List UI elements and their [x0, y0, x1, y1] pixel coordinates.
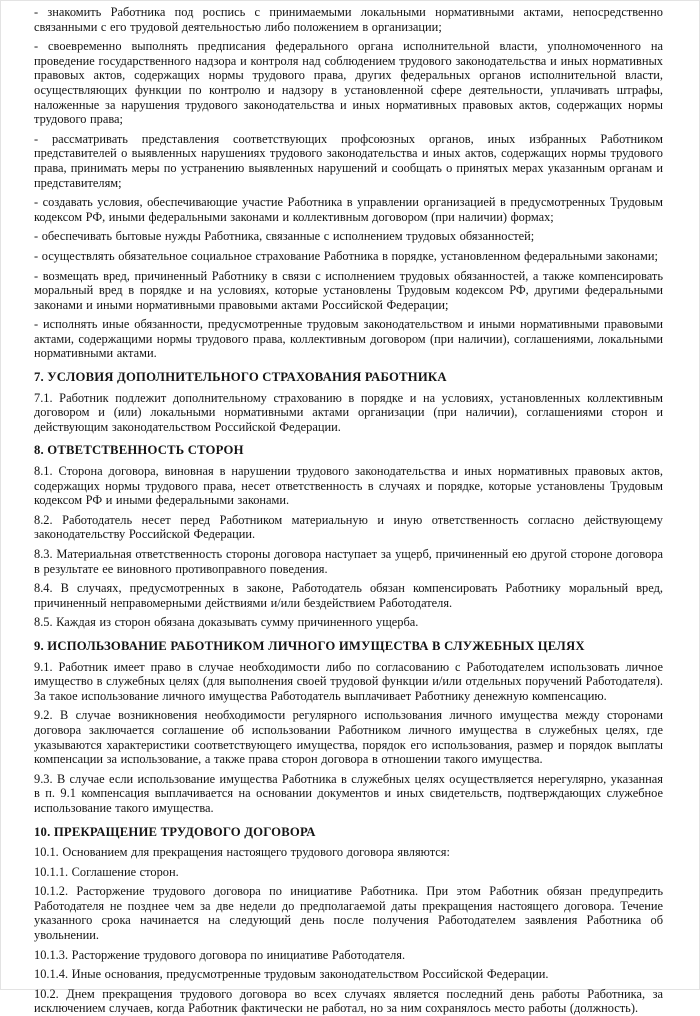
clause-9-2: 9.2. В случае возникновения необходимости регулярного использования личного имущества между сторонами договора заключается соглашение об использовании Работником личного имущества в служебных целях, где указываются характеристики соответствующего имущества, порядок его использования, размер и порядок выплаты компенсации за использование, а также права сторон договора в отношении такого имущества.: [34, 708, 663, 767]
obligation-item: - возмещать вред, причиненный Работнику в связи с исполнением трудовых обязанностей, а также компенсировать моральный вред в порядке и на условиях, которые установлены Трудовым кодексом РФ, другими федеральными законами и иными нормативными правовыми актами Российской Федерации;: [34, 268, 663, 312]
clause-7-1: 7.1. Работник подлежит дополнительному страхованию в порядке и на условиях, установленных коллективным договором и (или) локальными нормативными актами организации (при наличии), соглашениями сторон и действующим законодательством Российской Федерации.: [34, 390, 663, 434]
section-9-heading: 9. ИСПОЛЬЗОВАНИЕ РАБОТНИКОМ ЛИЧНОГО ИМУЩЕСТВА В СЛУЖЕБНЫХ ЦЕЛЯХ: [34, 638, 585, 653]
clause-10-1-1: 10.1.1. Соглашение сторон.: [34, 864, 179, 879]
clause-8-2: 8.2. Работодатель несет перед Работником материальную и иную ответственность согласно действующему законодательству Российской Федерации.: [34, 512, 663, 542]
clause-10-1: 10.1. Основанием для прекращения настоящего трудового договора являются:: [34, 845, 450, 860]
obligation-item: - осуществлять обязательное социальное страхование Работника в порядке, установленном федеральными законами;: [34, 248, 658, 263]
obligation-item: - исполнять иные обязанности, предусмотренные трудовым законодательством и иными нормативными правовыми актами, содержащими нормы трудового права, коллективным договором (при наличии), соглашениями, локальными нормативными актами.: [34, 317, 663, 361]
section-7-heading: 7. УСЛОВИЯ ДОПОЛНИТЕЛЬНОГО СТРАХОВАНИЯ РАБОТНИКА: [34, 370, 447, 385]
clause-8-1: 8.1. Сторона договора, виновная в нарушении трудового законодательства и иных нормативных правовых актов, содержащих нормы трудового права, несет ответственность в случаях и порядке, которые установлены Трудовым кодексом РФ и иными федеральными законами.: [34, 464, 663, 508]
clause-8-5: 8.5. Каждая из сторон обязана доказывать сумму причиненного ущерба.: [34, 615, 419, 630]
section-8-heading: 8. ОТВЕТСТВЕННОСТЬ СТОРОН: [34, 443, 244, 458]
clause-10-1-3: 10.1.3. Расторжение трудового договора по инициативе Работодателя.: [34, 947, 406, 962]
obligation-item: - своевременно выполнять предписания федерального органа исполнительной власти, уполномоченного на проведение государственного надзора и контроля над соблюдением трудового законодательства и иных нормативных правовых актов, содержащих нормы трудового права, других федеральных органов исполнительной власти, осуществляющих функции по контролю и надзору в установленной сфере деятельности, уплачивать штрафы, наложенные за нарушения трудового законодательства и иных нормативных правовых актов, содержащих нормы трудового права;: [34, 39, 663, 127]
obligation-item: - обеспечивать бытовые нужды Работника, связанные с исполнением трудовых обязанностей;: [34, 229, 535, 244]
clause-8-4: 8.4. В случаях, предусмотренных в законе, Работодатель обязан компенсировать Работнику моральный вред, причиненный неправомерными действиями и/или бездействием Работодателя.: [34, 581, 663, 610]
clause-9-1: 9.1. Работник имеет право в случае необходимости либо по согласованию с Работодателем использовать личное имущество в служебных целях (для выполнения своей трудовой функции и/или отдельных поручений Работодателя). За такое использование личного имущества Работодатель выплачивает Работнику денежную компенсацию.: [34, 659, 663, 703]
clause-10-1-4: 10.1.4. Иные основания, предусмотренные трудовым законодательством Российской Федерации.: [34, 967, 549, 982]
clause-8-3: 8.3. Материальная ответственность стороны договора наступает за ущерб, причиненный ею другой стороне договора в результате ее виновного противоправного поведения.: [34, 547, 663, 576]
section-10-heading: 10. ПРЕКРАЩЕНИЕ ТРУДОВОГО ДОГОВОРА: [34, 824, 316, 839]
obligation-item: - знакомить Работника под роспись с принимаемыми локальными нормативными актами, непосредственно связанными с его трудовой деятельностью либо положением в организации;: [34, 5, 663, 34]
obligation-item: - создавать условия, обеспечивающие участие Работника в управлении организацией в предусмотренных Трудовым кодексом РФ, иными федеральными законами и коллективным договором (при наличии) формах;: [34, 195, 663, 224]
clause-10-2: 10.2. Днем прекращения трудового договора во всех случаях является последний день работы Работника, за исключением случаев, когда Работник фактически не работал, но за ним сохранялось место работы (должность).: [34, 986, 663, 1016]
clause-9-3: 9.3. В случае если использование имущества Работника в служебных целях осуществляется нерегулярно, указанная в п. 9.1 компенсация выплачивается на основании документов и иных свидетельств, подтверждающих служебное использование такого имущества.: [34, 771, 663, 815]
obligation-item: - рассматривать представления соответствующих профсоюзных органов, иных избранных Работником представителей о выявленных нарушениях трудового законодательства и иных актов, содержащих нормы трудового права, принимать меры по устранению выявленных нарушений и сообщать о принятых мерах указанным органам и представителям;: [34, 131, 663, 190]
clause-10-1-2: 10.1.2. Расторжение трудового договора по инициативе Работника. При этом Работник обязан предупредить Работодателя не позднее чем за две недели до предполагаемой даты прекращения настоящего договора. Течение указанного срока начинается на следующий день после получения Работодателем заявления Работника об увольнении.: [34, 884, 663, 943]
